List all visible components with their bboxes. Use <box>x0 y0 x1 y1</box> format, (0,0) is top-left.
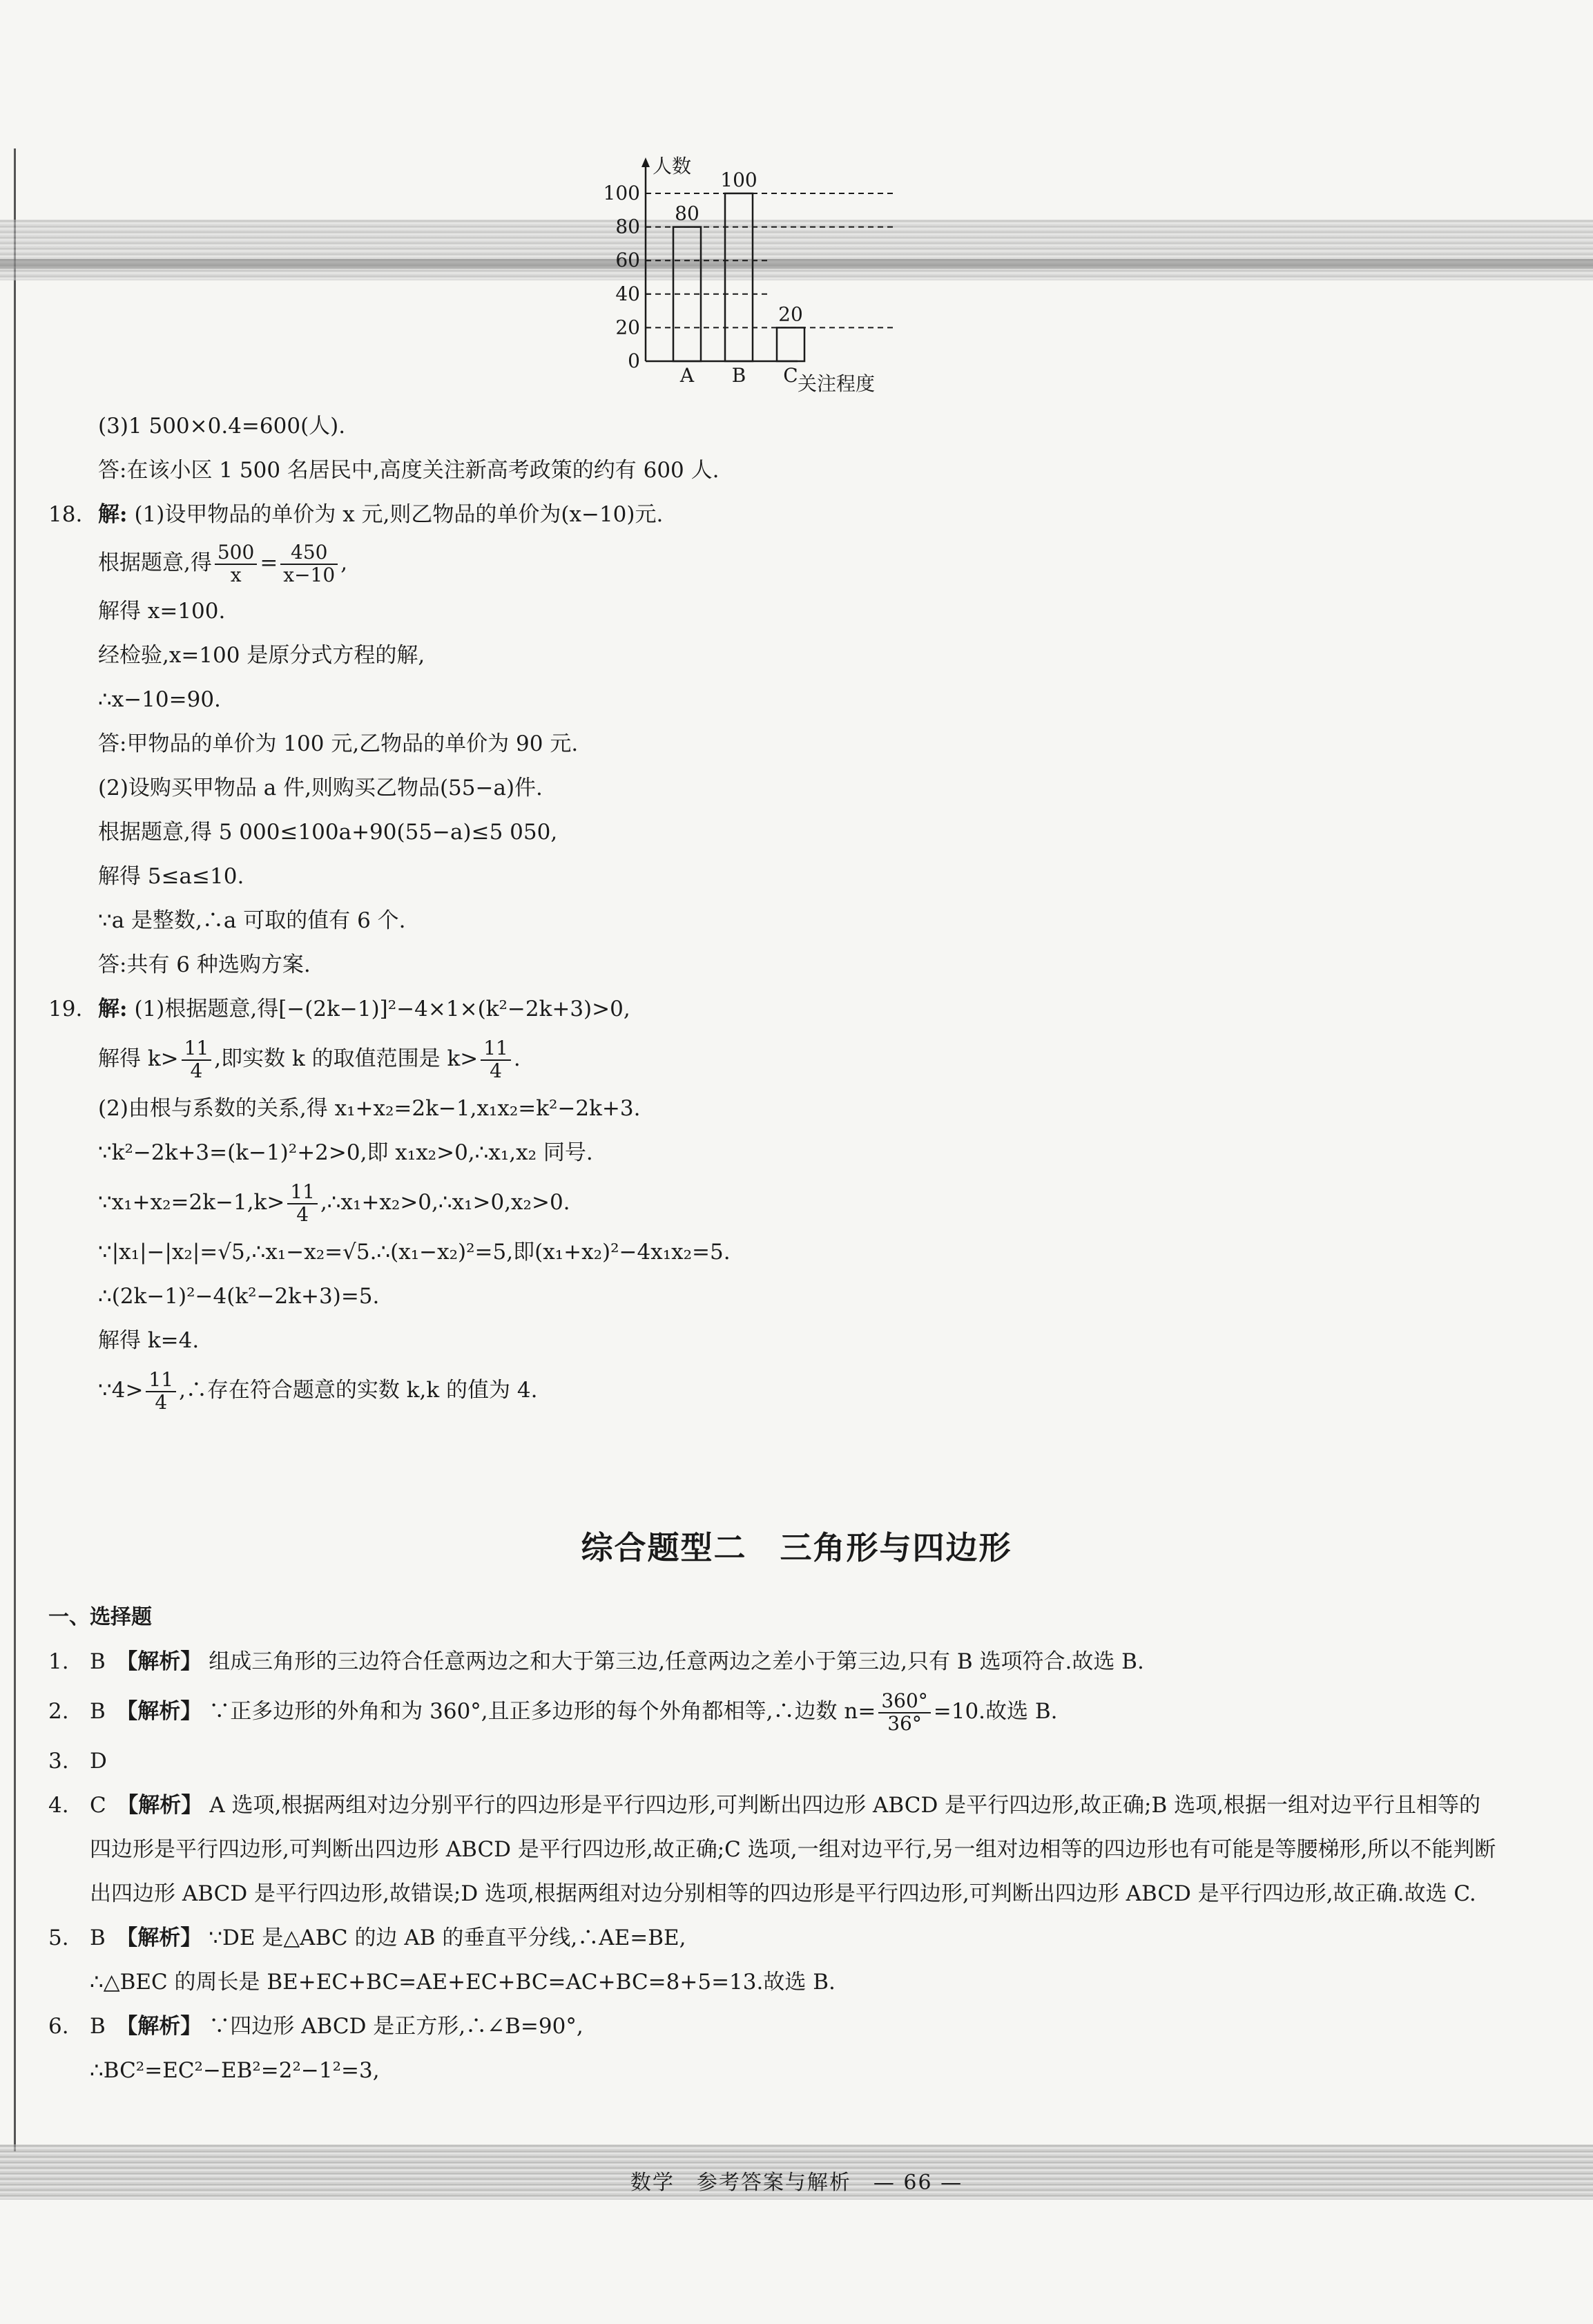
fraction-11-4: $\frac{11}{4}$ <box>182 1038 212 1082</box>
q19-line-7: ∴(2k−1)²−4(k²−2k+3)=5. <box>98 1284 380 1309</box>
q19-solution-tag: 解: <box>98 997 128 1021</box>
fraction-11-4: $\frac{11}{4}$ <box>481 1038 511 1082</box>
q18-line-1 <box>48 492 1498 537</box>
y-tick-label: 0 <box>628 349 640 372</box>
q17-calc-line: (3)1 500×0.4=600(人). <box>98 414 346 439</box>
y-tick-label: 40 <box>615 282 640 305</box>
x-axis-label: 关注程度 <box>798 372 876 395</box>
q18-line: 解得 x=100. <box>98 599 226 624</box>
q18-line: ∵a 是整数,∴a 可取的值有 6 个. <box>98 908 406 933</box>
q18-line: 答:共有 6 种选购方案. <box>98 952 311 977</box>
y-tick-label: 20 <box>615 316 640 339</box>
fraction-360-36: $\frac{360^\circ}{36^\circ}$ <box>878 1691 930 1735</box>
q18-fraction-2: $\frac{450}{x-10}$ <box>280 542 338 586</box>
answers-content <box>48 1595 1498 2093</box>
bar-C <box>777 327 804 361</box>
y-axis-arrow <box>641 157 650 167</box>
answer-4: 4. C 【解析】 A 选项,根据两组对边分别平行的四边形是平行四边形,可判断出四边形 ABCD 是平行四边形,故正确;B 选项,根据一组对边平行且相等的四边形是平行四边形,可判断出四边形 ABCD 是平行四边形,故正确;C 选项,一组对边平行,另一组对边相等的四边形也有可能是等腰梯形,所以不能判断出四边形 ABCD 是平行四边形,故错误;D 选项,根据两组对边分别相等的四边形是平行四边形,可判断出四边形 ABCD 是平行四边形,故正确.故选 C. <box>48 1793 1496 1906</box>
answer-5-cont: ∴△BEC 的周长是 BE+EC+BC=AE+EC+BC=AC+BC=8+5=13.故选 B. <box>90 1970 836 1995</box>
q19-line-6: ∵|x₁|−|x₂|=√5,∴x₁−x₂=√5.∴(x₁−x₂)²=5,即(x₁+x₂)²−4x₁x₂=5. <box>98 1240 731 1265</box>
category-label-A: A <box>679 364 695 387</box>
q18-line: ∴x−10=90. <box>98 687 221 712</box>
q18-number: 18. <box>48 502 83 527</box>
page-footer: 数学 参考答案与解析 — 66 — <box>630 2171 963 2195</box>
q18-line: 解得 5≤a≤10. <box>98 864 244 889</box>
q19-line-1: 19. 解: (1)根据题意,得[−(2k−1)]²−4×1×(k²−2k+3)>0, <box>48 987 1498 1031</box>
q19-number: 19. <box>48 997 83 1021</box>
y-tick-label: 100 <box>603 182 640 204</box>
answer-5: 5. B 【解析】 ∵DE 是△ABC 的边 AB 的垂直平分线,∴AE=BE, <box>48 1926 686 1950</box>
q18-line: 根据题意,得 5 000≤100a+90(55−a)≤5 050, <box>98 820 558 845</box>
answer-3: 3. D <box>48 1749 107 1774</box>
fraction-11-4: $\frac{11}{4}$ <box>146 1370 176 1414</box>
q17-answer-line: 答:在该小区 1 500 名居民中,高度关注新高考政策的约有 600 人. <box>98 458 720 483</box>
q19-line-9: ∵4> $\frac{11}{4}$ ,∴存在符合题意的实数 k,k 的值为 4. <box>98 1367 538 1414</box>
q18-eq-mid: = <box>260 550 278 575</box>
q18-eq-prefix: 根据题意,得 <box>98 550 212 575</box>
answer-1: 1. B 【解析】 组成三角形的三边符合任意两边之和大于第三边,任意两边之差小于第三边,只有 B 选项符合.故选 B. <box>48 1649 1144 1674</box>
answer-6: 6. B 【解析】 ∵四边形 ABCD 是正方形,∴∠B=90°, <box>48 2014 583 2039</box>
q18-fraction-1: $\frac{500}{x}$ <box>215 542 257 586</box>
data-label-B: 100 <box>720 169 757 191</box>
q18-line: 答:甲物品的单价为 100 元,乙物品的单价为 90 元. <box>98 731 579 756</box>
q19-line-3: (2)由根与系数的关系,得 x₁+x₂=2k−1,x₁x₂=k²−2k+3. <box>98 1096 641 1121</box>
q18-line: (2)设购买甲物品 a 件,则购买乙物品(55−a)件. <box>98 776 543 800</box>
y-tick-label: 60 <box>615 249 640 272</box>
choice-heading: 一、选择题 <box>48 1605 152 1629</box>
category-label-C: C <box>783 364 798 387</box>
category-label-B: B <box>731 364 746 387</box>
q19-line-4: ∵k²−2k+3=(k−1)²+2>0,即 x₁x₂>0,∴x₁,x₂ 同号. <box>98 1140 593 1165</box>
q18-equation <box>48 537 1498 589</box>
data-label-C: 20 <box>778 302 803 326</box>
q19-line-5: ∵x₁+x₂=2k−1,k> $\frac{11}{4}$ ,∴x₁+x₂>0,∴x₁>0,x₂>0. <box>98 1180 570 1226</box>
q18-solution-tag: 解: <box>98 502 128 527</box>
bar-B <box>725 193 753 361</box>
margin-rule <box>14 148 16 2151</box>
y-tick-label: 80 <box>615 215 640 238</box>
q18-line: 经检验,x=100 是原分式方程的解, <box>98 643 425 668</box>
bar-chart <box>590 142 949 401</box>
answer-6-cont: ∴BC²=EC²−EB²=2²−1²=3, <box>90 2058 380 2083</box>
q18-eq-suffix: , <box>340 550 348 575</box>
q18-text: (1)设甲物品的单价为 x 元,则乙物品的单价为(x−10)元. <box>134 502 664 527</box>
section-title: 综合题型二 三角形与四边形 <box>581 1529 1012 1566</box>
fraction-11-4: $\frac{11}{4}$ <box>287 1182 318 1226</box>
q19-line-2: 解得 k> $\frac{11}{4}$ ,即实数 k 的取值范围是 k> $\frac{11}{4}$ . <box>98 1036 521 1082</box>
data-label-A: 80 <box>675 202 699 225</box>
page-content <box>48 404 1498 1418</box>
answer-2: 2. B 【解析】 ∵正多边形的外角和为 360°,且正多边形的每个外角都相等,∴边数 n= $\frac{360^\circ}{36^\circ}$ =10.故选 B. <box>48 1689 1058 1735</box>
q19-line-8: 解得 k=4. <box>98 1328 200 1353</box>
y-axis-label: 人数 <box>653 155 692 177</box>
